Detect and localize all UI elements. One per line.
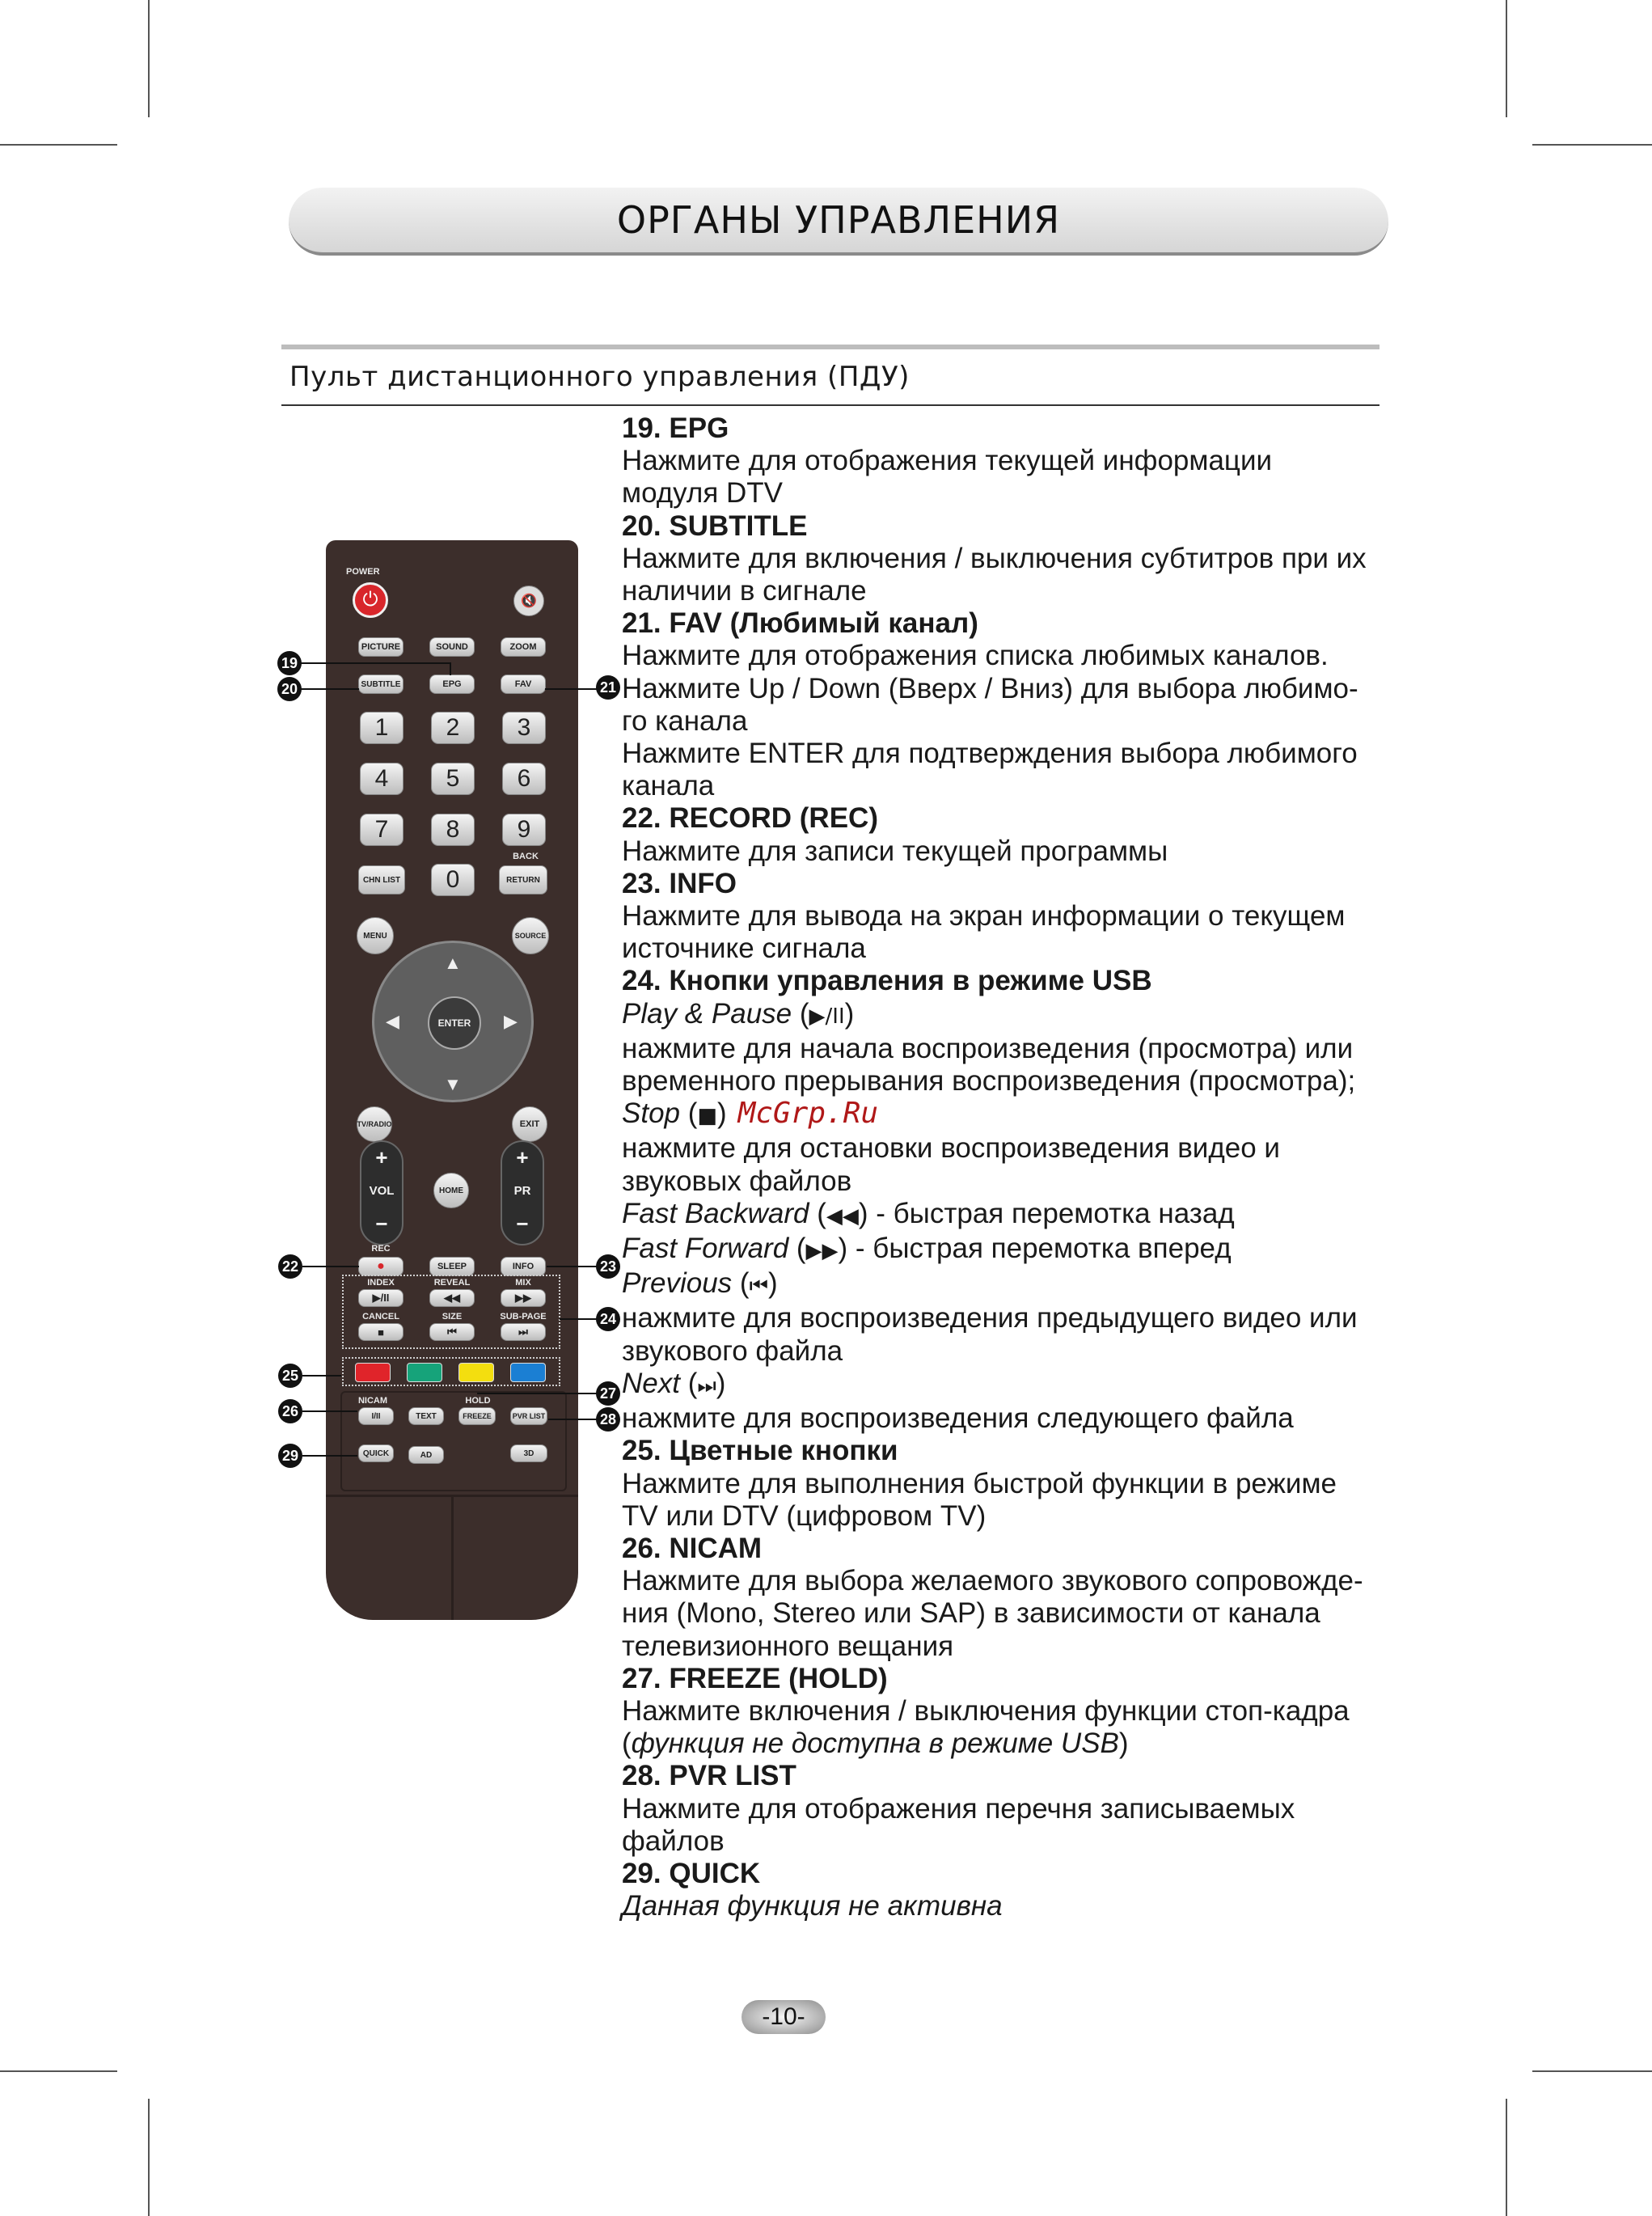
green-button: [407, 1363, 442, 1382]
blue-button: [510, 1363, 546, 1382]
3d-button: 3D: [510, 1444, 547, 1462]
callout-27: 27: [596, 1381, 620, 1406]
previous-button: ⏮: [429, 1323, 475, 1341]
home-button: HOME: [433, 1173, 469, 1208]
item-text: Нажмите для отображения перечня записываемых: [622, 1792, 1295, 1825]
sleep-button: SLEEP: [429, 1257, 475, 1276]
item-text: Нажмите для отображения списка любимых каналов.: [622, 640, 1329, 672]
red-button: [355, 1363, 391, 1382]
digit-button: 2: [431, 712, 475, 744]
stop-button: ■: [358, 1323, 403, 1341]
enter-button: ENTER: [428, 996, 481, 1050]
usb-play-line: Play & Pause (▶/II): [622, 997, 855, 1030]
item-text: канала: [622, 770, 715, 802]
callout-21: 21: [596, 675, 620, 700]
callout-26: 26: [278, 1399, 302, 1423]
usb-prev-line: Previous (⏮): [622, 1267, 778, 1300]
item-heading: 19. EPG: [622, 412, 729, 444]
rec-button: ●: [358, 1257, 403, 1276]
section-divider-top: [281, 345, 1379, 349]
text-button: TEXT: [408, 1407, 444, 1425]
bottom-panel: [340, 1391, 567, 1491]
item-heading: 24. Кнопки управления в режиме USB: [622, 965, 1152, 997]
callout-22: 22: [278, 1254, 302, 1279]
digit-button: 7: [360, 814, 403, 846]
item-text: го канала: [622, 704, 748, 737]
return-button: RETURN: [499, 865, 547, 894]
digit-button: 0: [431, 864, 475, 896]
rewind-button: ◀◀: [429, 1289, 475, 1307]
back-label: BACK: [513, 852, 539, 861]
callout-20: 20: [277, 677, 302, 701]
fast-forward-button: ▶▶: [501, 1289, 546, 1307]
item-text: Данная функция не активна: [622, 1890, 1003, 1922]
item-heading: 29. QUICK: [622, 1857, 761, 1889]
digit-button: 4: [360, 763, 403, 795]
sound-button: SOUND: [429, 637, 475, 657]
program-rocker: + PR −: [501, 1140, 544, 1245]
ad-button: AD: [408, 1446, 444, 1464]
callout-24: 24: [596, 1307, 620, 1331]
chn-list-button: CHN LIST: [358, 865, 405, 894]
digit-button: 9: [502, 814, 546, 846]
item-heading: 21. FAV (Любимый канал): [622, 607, 978, 640]
picture-button: PICTURE: [358, 637, 403, 657]
item-text: файлов: [622, 1825, 725, 1857]
info-button: INFO: [501, 1257, 546, 1276]
digit-button: 5: [431, 763, 475, 795]
header-bar: [289, 188, 1388, 256]
pvr-list-button: PVR LIST: [510, 1407, 547, 1425]
usb-ff-line: Fast Forward (▶▶) - быстрая перемотка вперед: [622, 1233, 1232, 1265]
digit-button: 1: [360, 712, 403, 744]
mute-icon: 🔇: [513, 586, 544, 616]
item-text: модуля DTV: [622, 477, 784, 510]
quick-button: QUICK: [358, 1444, 394, 1462]
exit-button: EXIT: [512, 1106, 547, 1142]
stop-icon: ■: [697, 1104, 717, 1129]
digit-button: 3: [502, 712, 546, 744]
item-text: Нажмите для выполнения быстрой функции в режиме: [622, 1467, 1337, 1499]
description-column: 19. EPG Нажмите для отображения текущей информации модуля DTV 20. SUBTITLE Нажмите для включения / выключения субтитров при их наличии в сигнале 21. FAV (Любимый канал) Нажмите для отображения списка любимых каналов. Нажмите Up / Down (Вверх / Вниз) для выбора любимо- го канала Нажмите ENTER для подтверждения выбора любимого канала 22. RECORD (REC) Нажмите для записи текущей программы 23. INFO Нажмите для вывода на экран информации о текущем источнике сигнала 24. Кнопки управления в режиме USB Play & Pause (▶/II) нажмите для начала воспроизведения (просмотра) или временного прерывания воспроизведения (просмотра); Stop (■) McGrp.Ru нажмите для остановки воспроизведения видео и звуковых файлов Fast Backward (◀◀) - быстрая перемотка назад Fast Forward (▶▶) - быстрая перемотка вперед Previous (⏮) нажмите для воспроизведения предыдущего видео или звукового файла Next (⏭) нажмите для воспроизведения следующего файла 25. Цветные кнопки Нажмите для выполнения быстрой функции в режиме TV или DTV (цифровом TV) 26. NICAM Нажмите для выбора желаемого звукового сопровожде- ния (Mono, Stereo или SAP) в зависимости от канала телевизионного вещания 27. FREEZE (HOLD) Нажмите включения / выключения функции стоп-кадра (функция не доступна в режиме USB) 28. PVR LIST Нажмите для отображения перечня записываемых файлов 29. QUICK Данная функция не активна: [622, 412, 1398, 1922]
item-text: наличии в сигнале: [622, 575, 867, 607]
callout-28: 28: [596, 1407, 620, 1432]
epg-button: EPG: [429, 675, 475, 694]
usb-fb-line: Fast Backward (◀◀) - быстрая перемотка назад: [622, 1197, 1235, 1229]
source-button: SOURCE: [512, 917, 549, 954]
next-icon: ⏭: [697, 1373, 716, 1398]
callout-23: 23: [596, 1254, 620, 1279]
item-text: ния (Mono, Stereo или SAP) в зависимости от канала: [622, 1597, 1320, 1630]
play-pause-icon: ▶/II: [809, 1004, 845, 1029]
digit-button: 6: [502, 763, 546, 795]
nicam-button: I/II: [358, 1407, 394, 1425]
item-text: Нажмите для отображения текущей информации: [622, 445, 1273, 477]
item-text: источнике сигнала: [622, 932, 866, 965]
subtitle-button: SUBTITLE: [358, 675, 403, 694]
item-text: Нажмите для включения / выключения субтитров при их: [622, 542, 1367, 574]
callout-29: 29: [278, 1444, 302, 1468]
yellow-button: [458, 1363, 494, 1382]
item-text: TV или DTV (цифровом TV): [622, 1499, 987, 1532]
power-icon: ⏻: [353, 582, 388, 618]
item-heading: 20. SUBTITLE: [622, 510, 808, 542]
tv-radio-button: TV/RADIO: [357, 1106, 392, 1142]
callout-19: 19: [277, 651, 302, 675]
usb-next-line: Next (⏭): [622, 1367, 726, 1399]
digit-button: 8: [431, 814, 475, 846]
item-text: телевизионного вещания: [622, 1630, 954, 1662]
item-text: Нажмите для выбора желаемого звукового сопровожде-: [622, 1565, 1363, 1597]
previous-icon: ⏮: [749, 1274, 768, 1299]
item-text: Нажмите ENTER для подтверждения выбора любимого: [622, 738, 1358, 770]
item-text: Нажмите для вывода на экран информации о текущем: [622, 900, 1346, 932]
item-heading: 28. PVR LIST: [622, 1760, 796, 1792]
arrow-right-icon: ▶: [504, 1011, 518, 1031]
fast-forward-icon: ▶▶: [805, 1239, 839, 1264]
section-divider-bottom: [281, 404, 1379, 406]
volume-rocker: + VOL −: [360, 1140, 403, 1245]
item-heading: 22. RECORD (REC): [622, 802, 878, 835]
freeze-note: (функция не доступна в режиме USB): [622, 1728, 1129, 1760]
arrow-up-icon: ▲: [444, 953, 462, 973]
section-title: Пульт дистанционного управления (ПДУ): [289, 361, 910, 393]
freeze-button: FREEZE: [458, 1407, 496, 1425]
item-text: Нажмите Up / Down (Вверх / Вниз) для выбора любимо-: [622, 672, 1358, 704]
item-text: Нажмите для записи текущей программы: [622, 835, 1168, 867]
fav-button: FAV: [501, 675, 546, 694]
watermark: McGrp.Ru: [737, 1097, 879, 1131]
rewind-icon: ◀◀: [826, 1203, 859, 1229]
item-heading: 27. FREEZE (HOLD): [622, 1662, 888, 1694]
arrow-down-icon: ▼: [444, 1074, 462, 1094]
power-label: POWER: [346, 567, 380, 577]
next-button: ⏭: [501, 1323, 546, 1341]
navigation-pad: [372, 941, 534, 1102]
page-title: ОРГАНЫ УПРАВЛЕНИЯ: [616, 198, 1061, 242]
zoom-button: ZOOM: [501, 637, 546, 657]
callout-25: 25: [278, 1364, 302, 1388]
page-number: -10-: [741, 2000, 826, 2034]
remote-control: POWER ⏻ 🔇 PICTURE SOUND ZOOM SUBTITLE EPG FAV 1 2 3 4 5 6 7 8 9 BACK CHN LIST 0 RETURN MENU SOURCE ▲ ▼ ◀ ▶ ENTER TV/RADIO EXIT + VOL − HOME + PR − REC ● SLEEP INFO INDEX REVEAL MIX ▶/II ◀◀ ▶▶ CANCEL SIZE SUB-PAGE ■ ⏮ ⏭ NICAM HOLD I/II TEXT FREEZE PVR LIST QUICK AD 3D: [326, 540, 578, 1620]
item-heading: 25. Цветные кнопки: [622, 1435, 898, 1467]
menu-button: MENU: [357, 917, 394, 954]
usb-stop-line: Stop (■) McGrp.Ru: [622, 1097, 879, 1131]
item-heading: 26. NICAM: [622, 1532, 763, 1564]
arrow-left-icon: ◀: [386, 1011, 399, 1031]
item-heading: 23. INFO: [622, 867, 737, 899]
rec-label: REC: [371, 1244, 391, 1254]
play-pause-button: ▶/II: [358, 1289, 403, 1307]
